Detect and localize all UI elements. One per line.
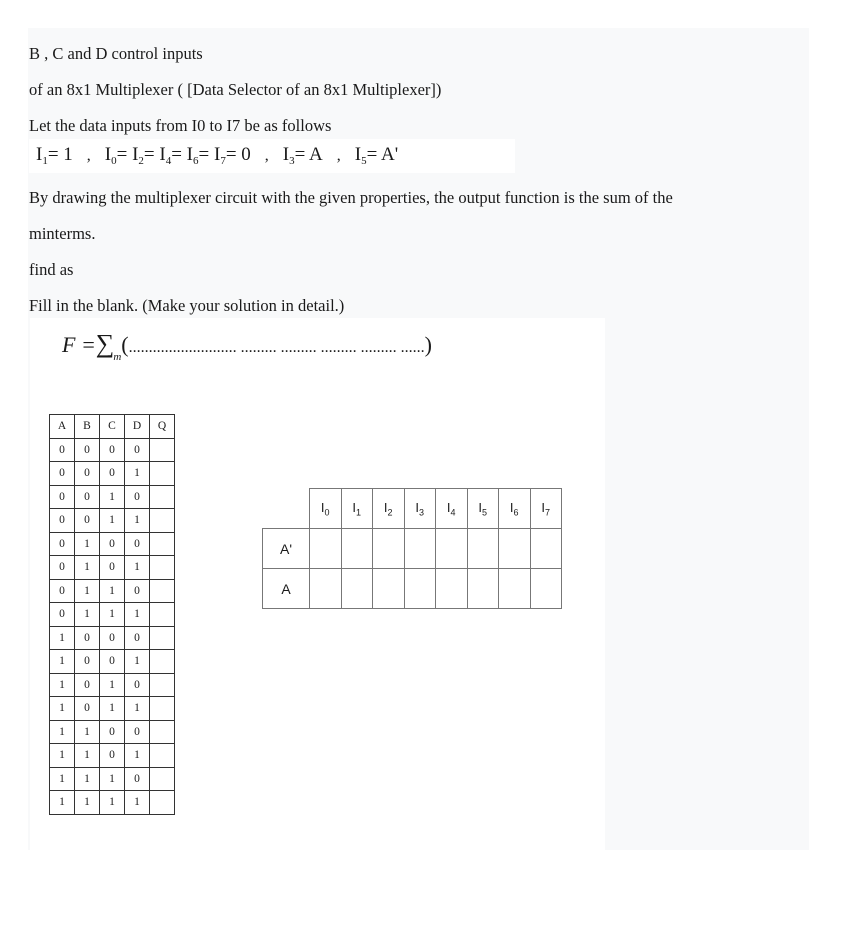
truth-table-cell: 0 <box>50 532 75 556</box>
truth-table-cell: 1 <box>50 697 75 721</box>
truth-table-cell: 1 <box>75 579 100 603</box>
truth-table-cell: 0 <box>75 673 100 697</box>
truth-table-cell: 1 <box>125 509 150 533</box>
truth-table-cell: 0 <box>100 626 125 650</box>
truth-table-cell: 1 <box>125 603 150 627</box>
truth-table-output-cell <box>150 697 175 721</box>
implementation-cell <box>373 529 405 569</box>
truth-table-cell: 0 <box>125 720 150 744</box>
truth-table-cell: 0 <box>50 438 75 462</box>
implementation-cell <box>467 529 499 569</box>
truth-table-output-cell <box>150 438 175 462</box>
row-label-cell: A <box>263 569 310 609</box>
truth-table-header <box>50 415 175 439</box>
truth-table-output-cell <box>150 603 175 627</box>
truth-table-cell: 1 <box>125 650 150 674</box>
question-line-4: By drawing the multiplexer circuit with the given properties, the output function is the sum of the <box>29 188 673 207</box>
implementation-cell <box>341 529 373 569</box>
truth-table-cell: 0 <box>125 767 150 791</box>
implementation-cell <box>310 569 342 609</box>
truth-table-cell: 1 <box>75 603 100 627</box>
truth-table-row <box>50 720 175 744</box>
truth-table-cell: 0 <box>50 462 75 486</box>
truth-table-output-cell <box>150 744 175 768</box>
eq-i1: $I_1= 1$ <box>36 144 73 167</box>
implementation-cell <box>467 569 499 609</box>
truth-table-cell: 1 <box>100 509 125 533</box>
truth-table-cell: 0 <box>75 509 100 533</box>
implementation-cell <box>404 529 436 569</box>
truth-table-cell: 1 <box>50 650 75 674</box>
content-panel-right <box>605 318 809 850</box>
truth-table-cell: 1 <box>125 697 150 721</box>
truth-table-row <box>50 744 175 768</box>
truth-table-cell: 1 <box>75 720 100 744</box>
truth-table-cell: 1 <box>100 485 125 509</box>
truth-table-row <box>50 485 175 509</box>
truth-table-cell: 0 <box>50 485 75 509</box>
truth-table-row <box>50 791 175 815</box>
implementation-table-row <box>263 529 562 569</box>
truth-table-output-cell <box>150 650 175 674</box>
truth-table-cell: 0 <box>75 626 100 650</box>
truth-table-cell: 1 <box>100 673 125 697</box>
question-line-5: minterms. <box>29 224 96 243</box>
implementation-cell <box>373 569 405 609</box>
truth-table-row <box>50 462 175 486</box>
truth-table-cell: 1 <box>75 532 100 556</box>
truth-table-cell: 1 <box>125 462 150 486</box>
truth-table-cell: 0 <box>125 673 150 697</box>
truth-table-cell: 0 <box>125 485 150 509</box>
truth-table-cell: 0 <box>100 650 125 674</box>
truth-table-cell: 0 <box>50 556 75 580</box>
input-header-cell: $I_7$ <box>530 489 562 529</box>
truth-table-row <box>50 556 175 580</box>
truth-table-row <box>50 767 175 791</box>
implementation-cell <box>436 569 468 609</box>
truth-table-row <box>50 650 175 674</box>
truth-table-cell: 1 <box>125 791 150 815</box>
truth-table-cell: 0 <box>100 720 125 744</box>
truth-table-output-cell <box>150 509 175 533</box>
implementation-cell <box>341 569 373 609</box>
implementation-table-header <box>263 489 562 529</box>
truth-table-cell: 1 <box>100 579 125 603</box>
truth-table-cell: 1 <box>100 603 125 627</box>
eq-i3: $I_3= A$ <box>282 144 323 167</box>
truth-table-output-cell <box>150 462 175 486</box>
implementation-table-row <box>263 569 562 609</box>
truth-table-cell: 0 <box>50 603 75 627</box>
truth-table-header-cell: A <box>50 415 75 439</box>
truth-table-cell: 0 <box>125 579 150 603</box>
input-header-cell: $I_1$ <box>341 489 373 529</box>
truth-table-cell: 1 <box>50 744 75 768</box>
truth-table-cell: 1 <box>125 556 150 580</box>
implementation-table <box>262 488 562 609</box>
truth-table-row <box>50 579 175 603</box>
truth-table-cell: 1 <box>100 697 125 721</box>
truth-table-output-cell <box>150 791 175 815</box>
question-line-1: B , C and D control inputs <box>29 44 203 63</box>
implementation-table-corner <box>263 489 310 529</box>
truth-table-row <box>50 603 175 627</box>
truth-table-cell: 0 <box>125 438 150 462</box>
truth-table-header-cell: D <box>125 415 150 439</box>
fill-in-blank-formula: $F =\sum_m$(........................... ......... ......... ......... ......... ......) <box>62 329 432 363</box>
truth-table-row <box>50 532 175 556</box>
truth-table-output-cell <box>150 579 175 603</box>
input-header-cell: $I_3$ <box>404 489 436 529</box>
truth-table-output-cell <box>150 485 175 509</box>
input-header-cell: $I_4$ <box>436 489 468 529</box>
truth-table-cell: 0 <box>125 626 150 650</box>
implementation-cell <box>310 529 342 569</box>
truth-table-header-cell: C <box>100 415 125 439</box>
truth-table-cell: 1 <box>75 767 100 791</box>
truth-table-output-cell <box>150 673 175 697</box>
truth-table-cell: 0 <box>100 462 125 486</box>
truth-table-cell: 0 <box>75 697 100 721</box>
truth-table-cell: 0 <box>100 744 125 768</box>
truth-table-cell: 1 <box>100 791 125 815</box>
truth-table-cell: 1 <box>50 673 75 697</box>
truth-table-output-cell <box>150 767 175 791</box>
truth-table-cell: 0 <box>75 438 100 462</box>
truth-table-cell: 1 <box>50 720 75 744</box>
truth-table-cell: 1 <box>50 767 75 791</box>
truth-table-cell: 0 <box>75 462 100 486</box>
truth-table-row <box>50 697 175 721</box>
implementation-cell <box>499 529 531 569</box>
implementation-cell <box>499 569 531 609</box>
row-label-cell: A' <box>263 529 310 569</box>
truth-table <box>49 414 175 815</box>
truth-table-cell: 1 <box>50 626 75 650</box>
implementation-cell <box>436 529 468 569</box>
truth-table-cell: 1 <box>75 744 100 768</box>
truth-table-cell: 0 <box>50 509 75 533</box>
truth-table-cell: 0 <box>100 532 125 556</box>
truth-table-output-cell <box>150 626 175 650</box>
question-line-7: Fill in the blank. (Make your solution in detail.) <box>29 296 345 315</box>
truth-table-cell: 0 <box>75 650 100 674</box>
truth-table-output-cell <box>150 532 175 556</box>
truth-table-cell: 0 <box>100 556 125 580</box>
implementation-cell <box>530 529 562 569</box>
question-line-6: find as <box>29 260 74 279</box>
implementation-cell <box>404 569 436 609</box>
truth-table-cell: 1 <box>75 556 100 580</box>
truth-table-output-cell <box>150 720 175 744</box>
truth-table-header-cell: Q <box>150 415 175 439</box>
truth-table-cell: 0 <box>75 485 100 509</box>
input-header-cell: $I_0$ <box>310 489 342 529</box>
truth-table-cell: 1 <box>75 791 100 815</box>
truth-table-cell: 0 <box>125 532 150 556</box>
input-header-cell: $I_5$ <box>467 489 499 529</box>
question-line-3: Let the data inputs from I0 to I7 be as follows <box>29 116 332 135</box>
data-input-equations: $I_1= 1$ , $I_0= I_2= I_4= I_6= I_7= 0$ , $I_3= A$ , $I_5= A'$ <box>36 144 399 167</box>
truth-table-row <box>50 626 175 650</box>
truth-table-cell: 0 <box>50 579 75 603</box>
truth-table-cell: 1 <box>125 744 150 768</box>
input-header-cell: $I_2$ <box>373 489 405 529</box>
truth-table-cell: 1 <box>100 767 125 791</box>
truth-table-cell: 0 <box>100 438 125 462</box>
truth-table-row <box>50 673 175 697</box>
truth-table-cell: 1 <box>50 791 75 815</box>
truth-table-header-cell: B <box>75 415 100 439</box>
input-header-cell: $I_6$ <box>499 489 531 529</box>
truth-table-row <box>50 509 175 533</box>
eq-i0-group: $I_0= I_2= I_4= I_6= I_7= 0$ <box>104 144 251 167</box>
question-line-2: of an 8x1 Multiplexer ( [Data Selector of an 8x1 Multiplexer]) <box>29 80 442 99</box>
truth-table-row <box>50 438 175 462</box>
eq-i5: $I_5= A'$ <box>354 144 399 167</box>
implementation-cell <box>530 569 562 609</box>
truth-table-output-cell <box>150 556 175 580</box>
